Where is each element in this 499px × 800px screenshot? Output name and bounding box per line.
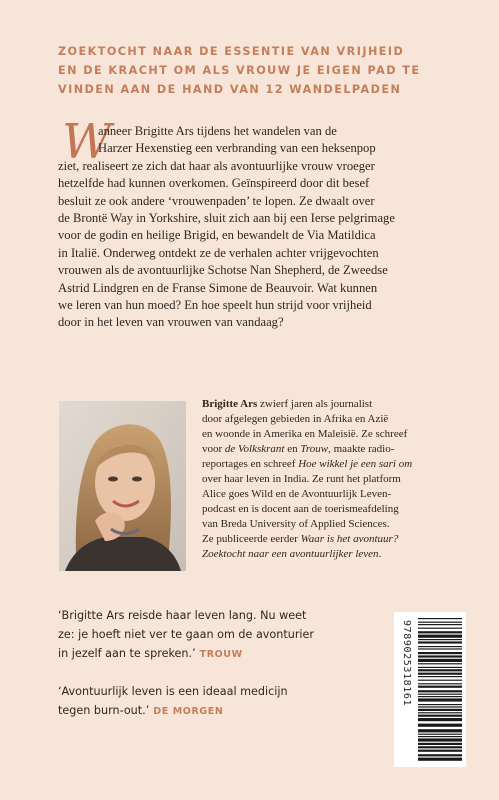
barcode-bar [418,698,462,701]
bio-line: podcast en is docent aan de toerismeafdeling [202,503,399,515]
barcode-bar [418,624,462,625]
bio-line [202,547,472,562]
barcode-bar [418,758,462,761]
barcode-bar [418,715,462,717]
tagline-line: VINDEN AAN DE HAND VAN 12 WANDELPADEN [58,83,402,96]
barcode-bar [418,704,462,705]
barcode-bar [418,712,462,713]
barcode-bar [418,729,462,732]
barcode-bar [418,635,462,638]
author-bio [202,397,472,562]
intro-line: in Italië. Onderweg ontdekt ze de verhalen achter vrijgevochten [58,245,379,260]
drop-cap: W [62,114,112,170]
barcode-bar [418,652,462,654]
intro-line: ziet, realiseert ze zich dat haar als avontuurlijke vrouw vroeger [58,158,375,173]
quote-source: DE MORGEN [153,706,224,717]
barcode-bar [418,736,462,737]
bio-line: en woonde in Amerika en Maleisië. Ze schreef [202,428,408,440]
barcode-bar [418,738,462,741]
bio-text: Ze publiceerde eerder [202,533,301,545]
barcode-bar [418,641,462,643]
quote-text: in jezelf aan te spreken.’ [58,647,196,660]
quote-line: ze: je hoeft niet ver te gaan om de avonturier [58,628,315,641]
barcode-bar [418,680,462,681]
review-quote-de-morgen [58,682,378,721]
quote-text: tegen burn-out.’ [58,704,150,717]
bio-text: reportages en schreef [202,458,299,470]
barcode-bar [418,669,462,671]
barcode-bar [418,724,462,727]
author-portrait-image [59,401,186,571]
author-photo [59,401,186,571]
book-title: Zoektocht naar een avontuurlijker leven [202,548,379,560]
barcode-bar [418,718,462,721]
barcode-bar [418,639,462,640]
intro-line: hetzelfde had kunnen overkomen. Geïnspireerd door dit besef [58,176,370,191]
barcode-bar [418,673,462,675]
barcode-bar [418,659,462,662]
barcode-bar [418,628,462,629]
intro-line: Harzer Hexenstieg een verbranding van een heksenpop [98,141,376,156]
barcode-bar [418,686,462,688]
barcode-bar [418,622,462,623]
author-name: Brigitte Ars [202,398,258,410]
barcode-bars [418,618,462,761]
barcode-bar [418,709,462,711]
bio-line [202,532,472,547]
bio-text: en [284,443,301,455]
barcode-bar [418,618,462,619]
bio-line [202,457,472,472]
bio-text: . [378,548,382,560]
bio-text: zwierf jaren als journalist [257,398,373,410]
bio-line: door afgelegen gebieden in Afrika en Azië [202,413,389,425]
barcode-bar [418,648,462,649]
barcode-bar [418,754,462,756]
barcode-bar [418,676,462,677]
tagline-line: EN DE KRACHT OM ALS VROUW JE EIGEN PAD TE [58,64,421,77]
bio-line: van Breda University of Applied Sciences. [202,518,390,530]
barcode-graphic [394,612,466,767]
intro-line: vrouwen als de avontuurlijke Schotse Nan Shepherd, de Zweedse [58,263,388,278]
quote-line [58,701,378,721]
book-title: Waar is het avontuur? [300,533,399,545]
bio-line [202,442,472,457]
quote-source: TROUW [199,649,243,660]
barcode-bar [418,690,462,692]
intro-line: de Brontë Way in Yorkshire, sluit zich aan bij een Ierse pelgrimage [58,211,395,226]
intro-line: besluit ze ook andere ‘vrouwenpaden’ te lopen. Ze dwaalt over [58,193,375,208]
quote-line: ‘Brigitte Ars reisde haar leven lang. Nu weet [58,609,307,622]
quote-line [58,644,378,664]
barcode-bar [418,743,462,745]
bio-line: over haar leven in India. Ze runt het platform [202,473,401,485]
barcode-bar [418,667,462,668]
barcode-bar [418,694,462,695]
tagline-line: ZOEKTOCHT NAAR DE ESSENTIE VAN VRIJHEID [58,45,405,58]
barcode-bar [418,655,462,657]
barcode-bar [418,663,462,664]
barcode-bar [418,646,462,647]
isbn-number: 9789025318161 [401,620,412,707]
barcode-bar [418,631,462,633]
book-title: Hoe wikkel je een sari om [298,458,413,470]
isbn-barcode [394,612,466,767]
barcode-bar [418,750,462,752]
barcode-bar [418,683,462,684]
tagline [58,42,468,99]
barcode-bar [418,734,462,735]
intro-line: voor de godin en heilige Brigid, en bewandelt de Via Matildica [58,228,376,243]
barcode-bar [418,746,462,748]
intro-paragraph [58,114,478,332]
intro-line: anneer Brigitte Ars tijdens het wandelen van de [98,124,337,138]
bio-text: voor [202,443,225,455]
intro-line: door in het leven van vrouwen van vandaag? [58,315,284,330]
review-quote-trouw [58,606,378,664]
intro-line: we leren van hun moed? En hoe speelt hun strijd voor vrijheid [58,298,372,313]
bio-line [202,397,472,412]
newspaper-title: Trouw [300,443,329,455]
newspaper-title: de Volkskrant [224,443,285,455]
bio-line: Alice goes Wild en de Avontuurlijk Leven- [202,488,392,500]
barcode-bar [418,706,462,707]
intro-line: Astrid Lindgren en de Franse Simone de Beauvoir. Wat kunnen [58,280,378,295]
quote-line: ‘Avontuurlijk leven is een ideaal medicijn [58,685,288,698]
barcode-bar [418,696,462,697]
bio-text: , maakte radio- [328,443,395,455]
